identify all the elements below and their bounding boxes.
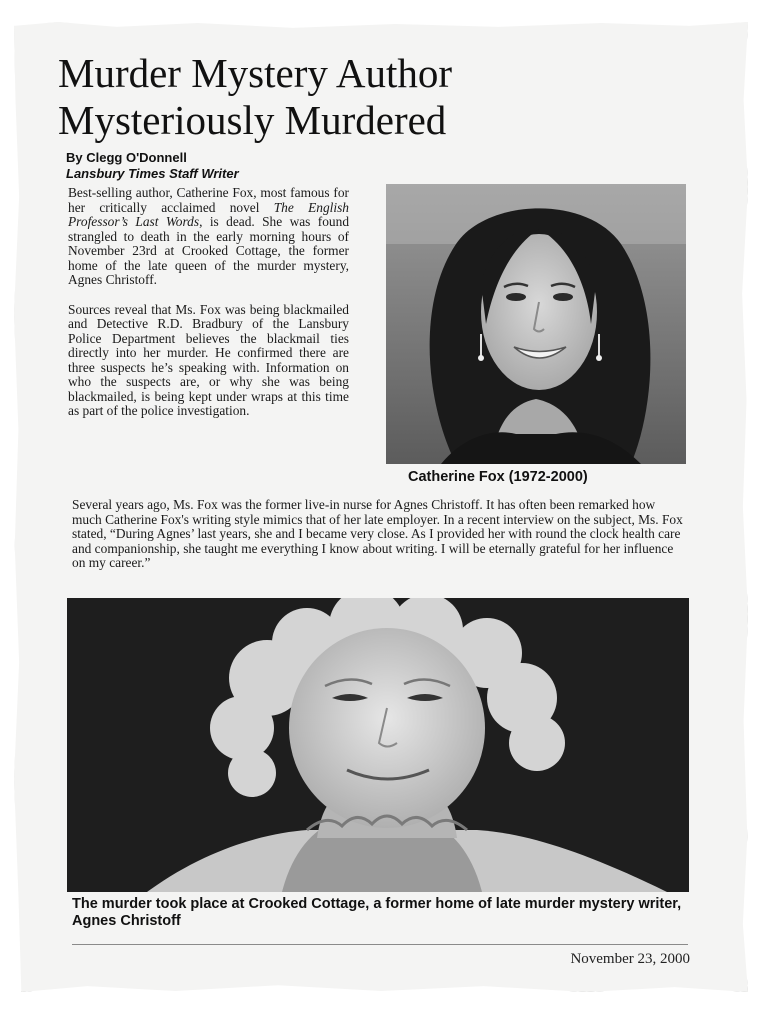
paragraph-1-text-start: Best-selling author, Catherine Fox, most famous for her critically acclaimed novel (68, 185, 349, 215)
dateline: November 23, 2000 (570, 951, 690, 967)
byline-role: Lansbury Times Staff Writer (66, 166, 239, 181)
headline (58, 50, 708, 144)
agnes-christoff-caption: The murder took place at Crooked Cottage, a former home of late murder mystery writer, Agnes Christoff (72, 896, 682, 929)
book-title: The English Professor’s Last Words (68, 199, 349, 229)
divider-rule (72, 944, 688, 945)
catherine-fox-caption: Catherine Fox (1972-2000) (408, 469, 588, 485)
headline-line-2: Mysteriously Murdered (58, 97, 447, 143)
byline-author: By Clegg O'Donnell (66, 150, 187, 165)
agnes-christoff-portrait-image (67, 598, 689, 892)
catherine-fox-photo (386, 184, 686, 464)
paragraph-3: Several years ago, Ms. Fox was the former live-in nurse for Agnes Christoff. It has often been remarked how much Catherine Fox's writing style mimics that of her late employer. In a recent interview on the subject, Ms. Fox stated, “During Agnes’ last years, she and I became very close. As I provided her with round the clock health care and companionship, she taught me everything I know about writing. I will be eternally grateful for her influence on my career.” (72, 497, 683, 570)
byline (66, 150, 239, 182)
article-left-column (68, 186, 349, 419)
catherine-fox-portrait-image (386, 184, 686, 464)
headline-line-1: Murder Mystery Author (58, 50, 453, 96)
paragraph-1-text-end: , is dead. She was found strangled to death in the early morning hours of November 23rd at Crooked Cottage, the former home of the late queen of the murder mystery, Agnes Christoff. (68, 214, 350, 287)
agnes-christoff-photo (67, 598, 689, 892)
paragraph-1 (68, 186, 349, 288)
paragraph-2: Sources reveal that Ms. Fox was being blackmailed and Detective R.D. Bradbury of the Lansbury Police Department believes the blackmail ties directly into her murder. He confirmed there are three suspects he’s speaking with. Information on who the suspects are, or why she was being blackmailed, is being kept under wraps at this time as part of the police investigation. (68, 301, 349, 418)
